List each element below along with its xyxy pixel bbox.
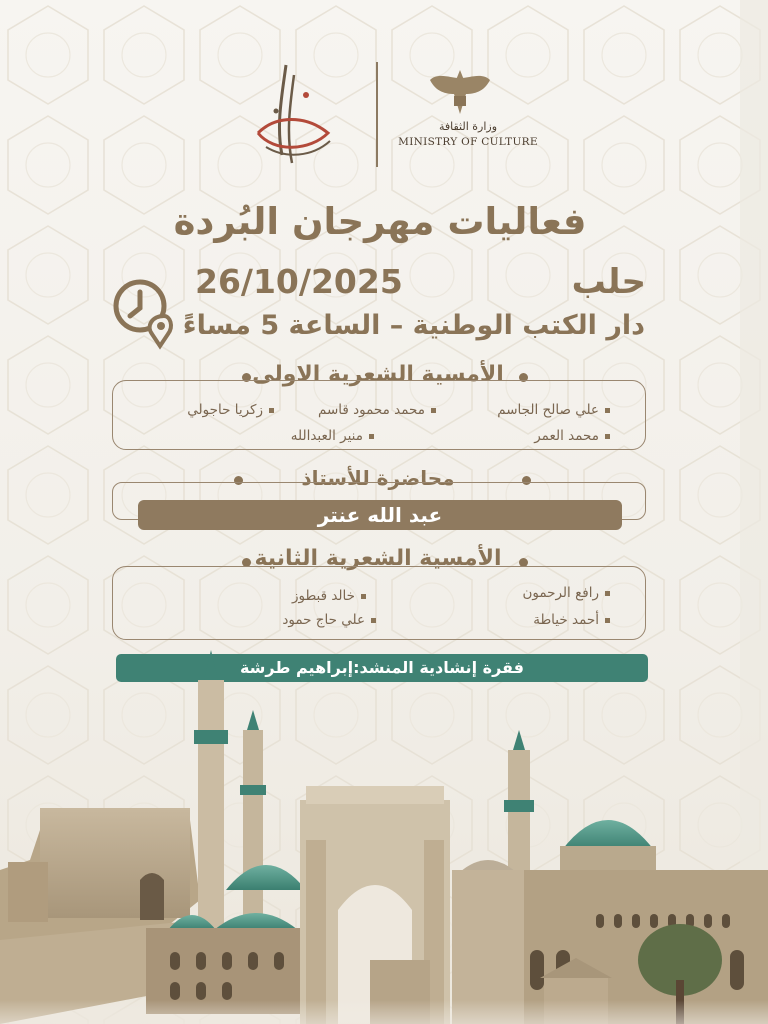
clock-location-icon [108, 270, 180, 350]
list-item: محمد العمر [460, 428, 610, 444]
page-title: فعاليات مهرجان البُردة [173, 200, 587, 243]
list-item: محمد محمود قاسم [290, 402, 436, 418]
event-date: 26/10/2025 [195, 262, 403, 301]
aleppo-landmarks-illustration [0, 640, 768, 1024]
eagle-emblem-icon [428, 66, 492, 118]
list-item: رافع الرحمون [440, 585, 610, 601]
ministry-name-arabic: وزارة الثقافة [438, 120, 498, 133]
nasheed-banner: فقرة إنشادية المنشد:إبراهيم طرشة [116, 654, 648, 682]
albarda-calligraphy-logo [246, 55, 338, 175]
lecturer-name: عبد الله عنتر [138, 500, 622, 530]
list-item: زكريا حاجولي [148, 402, 274, 418]
evening-two-heading: الأمسية الشعرية الثانية [254, 546, 502, 571]
logo-divider [376, 62, 378, 167]
event-city: حلب [571, 262, 646, 302]
event-venue-time: دار الكتب الوطنية – الساعة 5 مساءً [182, 310, 645, 341]
list-item: علي صالح الجاسم [460, 402, 610, 418]
lecture-heading: محاضرة للأستاذ [301, 466, 455, 490]
list-item: علي حاج حمود [156, 612, 376, 628]
ministry-name-english: MINISTRY OF CULTURE [398, 136, 538, 148]
list-item: أحمد خياطة [440, 612, 610, 628]
list-item: منير العبدالله [148, 428, 374, 444]
list-item: خالد قبطوز [156, 588, 366, 604]
evening-one-heading: الأمسية الشعرية الاولى [252, 362, 504, 387]
